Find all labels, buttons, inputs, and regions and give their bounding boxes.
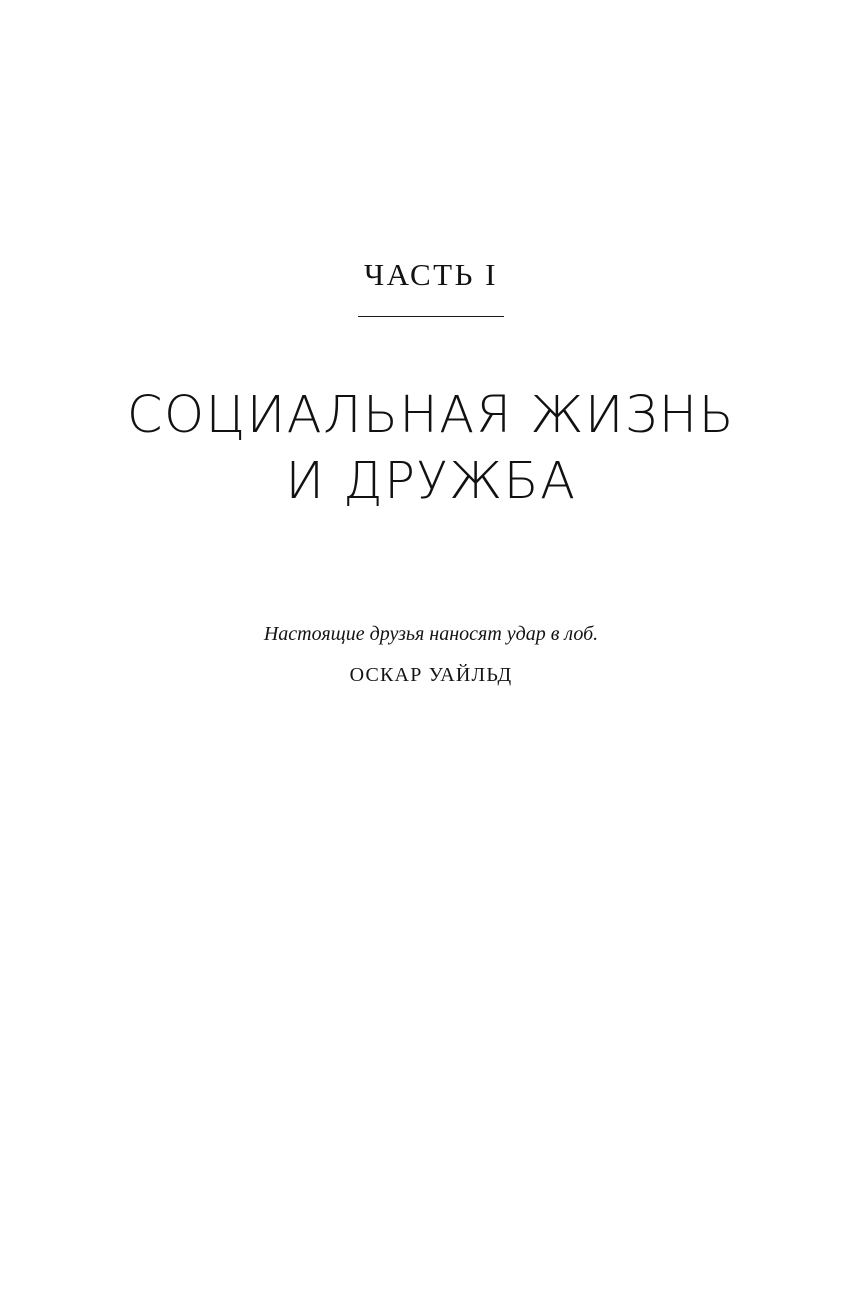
part-divider-rule [358, 316, 504, 317]
part-title-line-1: СОЦИАЛЬНАЯ ЖИЗНЬ [126, 386, 736, 446]
epigraph-author: ОСКАР УАЙЛЬД [349, 663, 513, 686]
part-title [127, 383, 735, 516]
part-label: ЧАСТЬ I [364, 257, 498, 292]
epigraph [264, 620, 598, 687]
epigraph-quote: Настоящие друзья наносят удар в лоб. [263, 622, 599, 645]
page-content [0, 258, 862, 687]
part-title-line-2: И ДРУЖБА [285, 452, 577, 512]
